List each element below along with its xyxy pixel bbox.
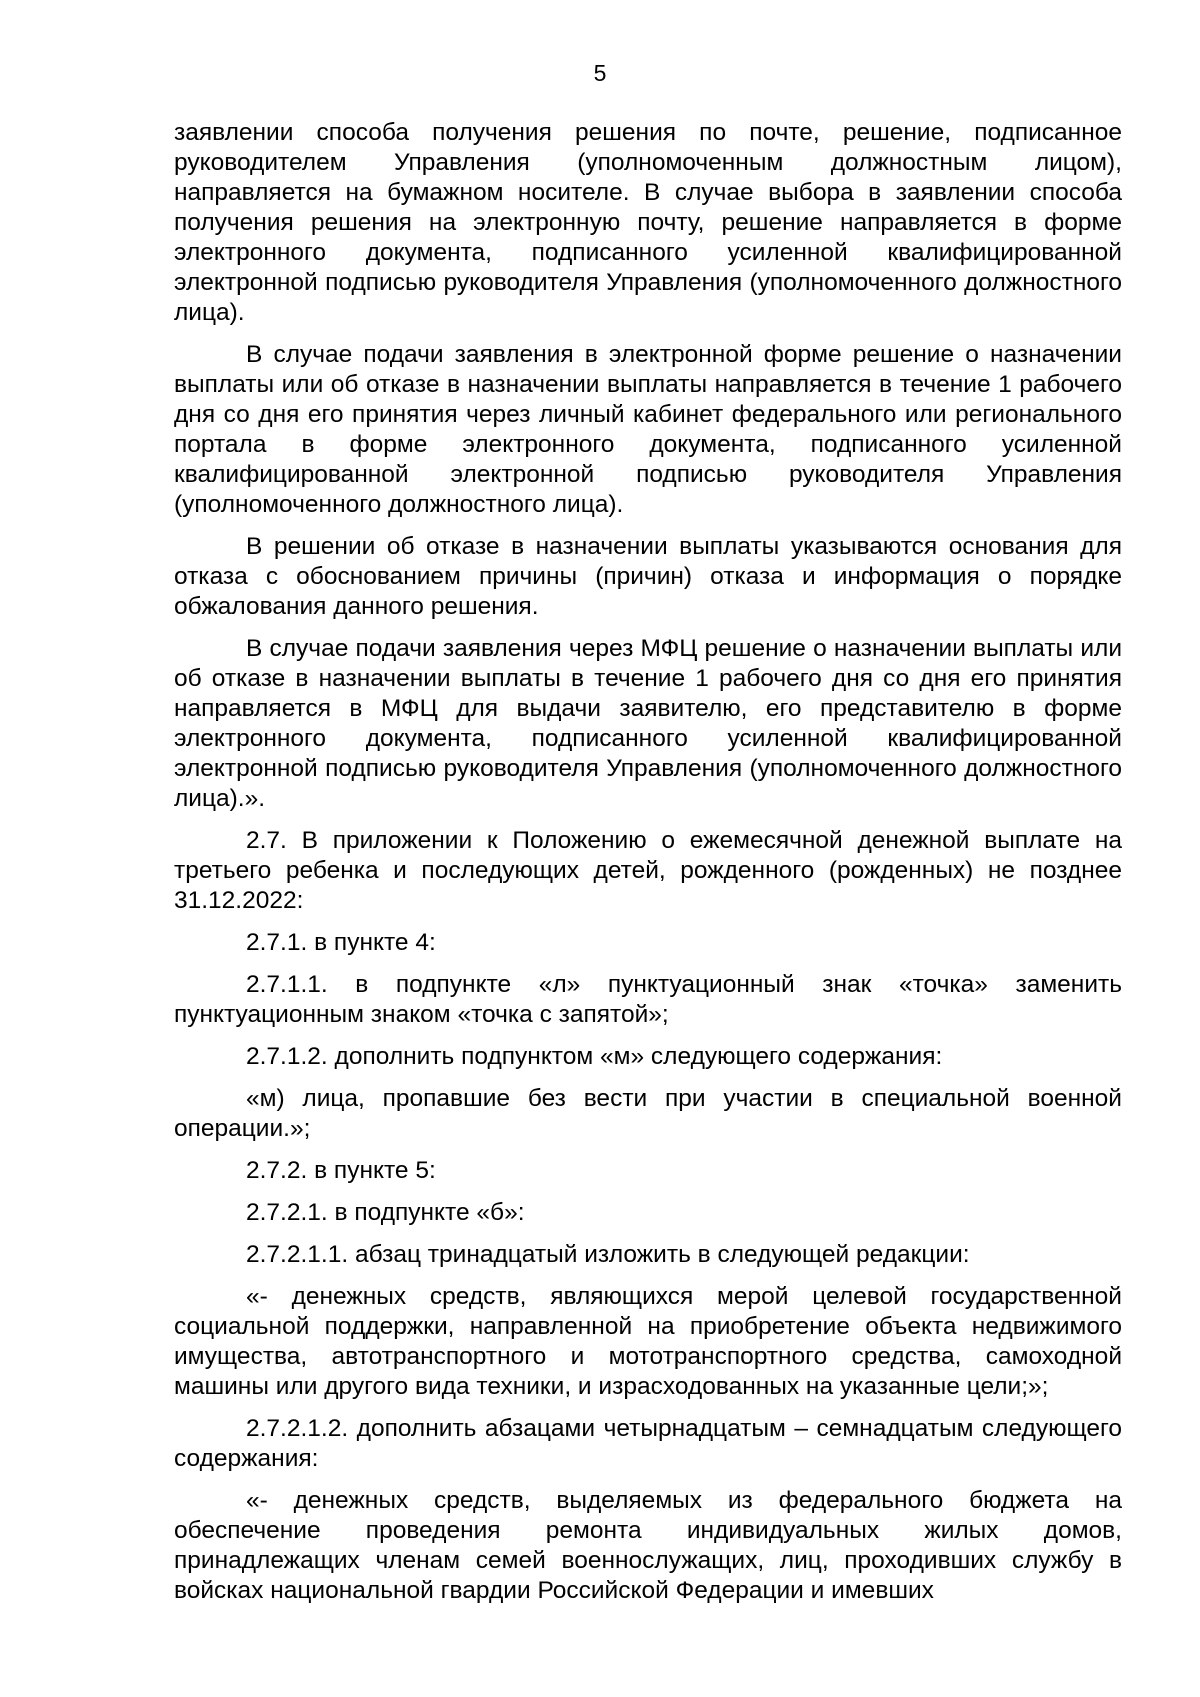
paragraph: В решении об отказе в назначении выплаты указываются основания для отказа с обоснованием причины (причин) отказа и информация о порядке обжалования данного решения. — [174, 533, 1122, 620]
paragraph: В случае подачи заявления в электронной форме решение о назначении выплаты или об отказе в назначении выплаты направляется в течение 1 рабочего дня со дня его принятия через личный кабинет федерального или регионального портала в форме электронного документа, подписанного усиленной квалифицированной электронной подписью руководителя Управления (уполномоченного должностного лица). — [174, 341, 1122, 518]
paragraph: В случае подачи заявления через МФЦ решение о назначении выплаты или об отказе в назначении выплаты в течение 1 рабочего дня со дня его принятия направляется в МФЦ для выдачи заявителю, его представителю в форме электронного документа, подписанного усиленной квалифицированной электронной подписью руководителя Управления (уполномоченного должностного лица).». — [174, 635, 1122, 812]
page-number: 5 — [593, 60, 607, 86]
paragraph: 2.7.1.2. дополнить подпунктом «м» следующего содержания: — [246, 1043, 943, 1070]
document-body — [174, 118, 1122, 1618]
paragraph: 2.7.1. в пункте 4: — [246, 929, 436, 956]
paragraph: «- денежных средств, являющихся мерой целевой государственной социальной поддержки, направленной на приобретение объекта недвижимого имущества, автотранспортного и мототранспортного средства, самоходной машины или другого вида техники, и израсходованных на указанные цели;»; — [174, 1283, 1122, 1400]
paragraph: заявлении способа получения решения по почте, решение, подписанное руководителем Управления (уполномоченным должностным лицом), направляется на бумажном носителе. В случае выбора в заявлении способа получения решения на электронную почту, решение направляется в форме электронного документа, подписанного усиленной квалифицированной электронной подписью руководителя Управления (уполномоченного должностного лица). — [174, 119, 1122, 326]
paragraph: «м) лица, пропавшие без вести при участии в специальной военной операции.»; — [174, 1085, 1122, 1142]
paragraph: 2.7.2.1.1. абзац тринадцатый изложить в следующей редакции: — [246, 1241, 970, 1268]
paragraph: 2.7.2. в пункте 5: — [246, 1157, 436, 1184]
paragraph: 2.7. В приложении к Положению о ежемесячной денежной выплате на третьего ребенка и последующих детей, рожденного (рожденных) не позднее 31.12.2022: — [174, 827, 1122, 914]
paragraph: 2.7.1.1. в подпункте «л» пунктуационный знак «точка» заменить пунктуационным знаком «точка с запятой»; — [174, 971, 1122, 1028]
paragraph: 2.7.2.1. в подпункте «б»: — [246, 1199, 525, 1226]
paragraph: 2.7.2.1.2. дополнить абзацами четырнадцатым – семнадцатым следующего содержания: — [174, 1415, 1122, 1472]
paragraph: «- денежных средств, выделяемых из федерального бюджета на обеспечение проведения ремонта индивидуальных жилых домов, принадлежащих членам семей военнослужащих, лиц, проходивших службу в войсках национальной гвардии Российской Федерации и имевших — [174, 1487, 1122, 1604]
